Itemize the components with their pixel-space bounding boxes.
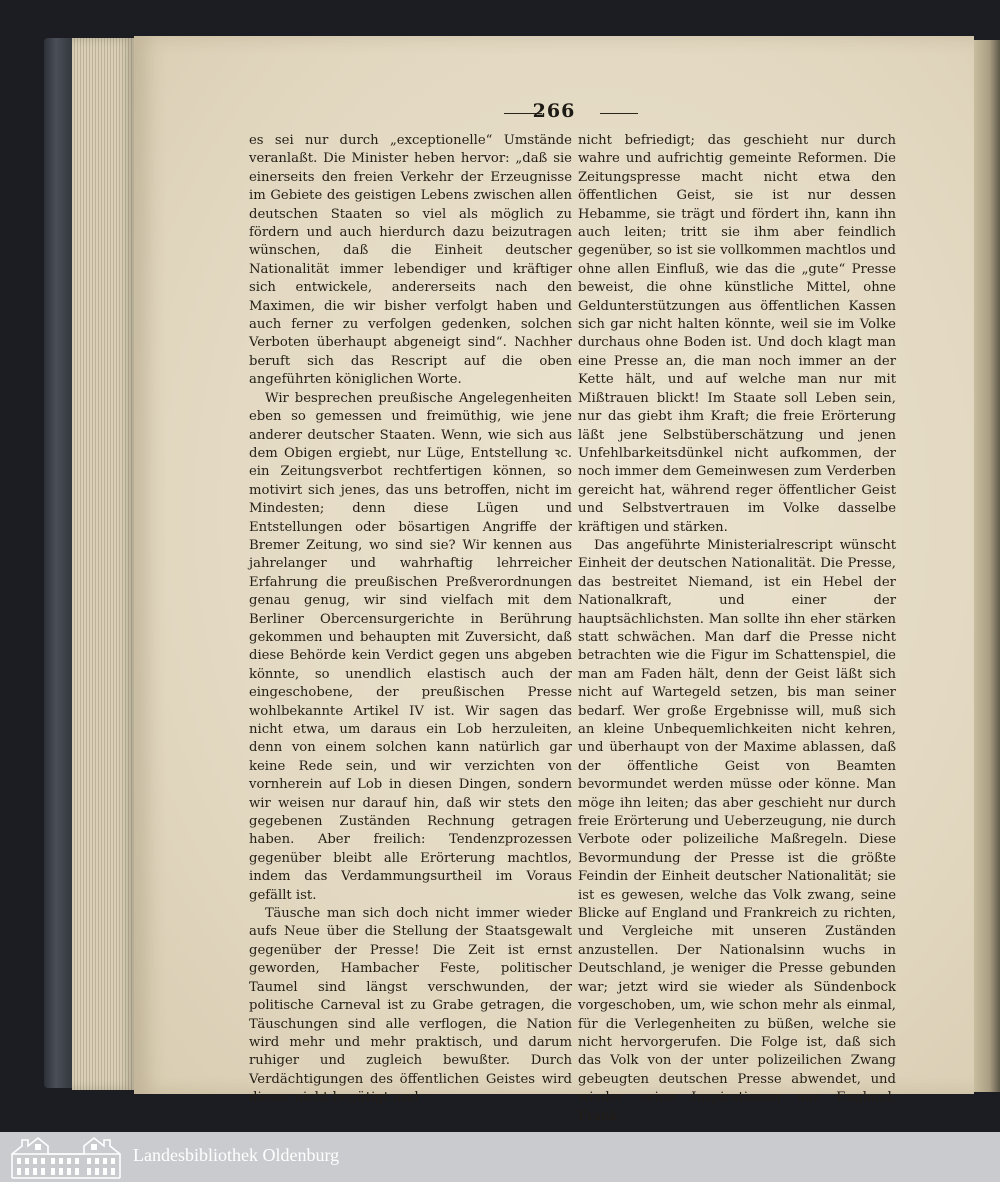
paragraph: Täusche man sich doch nicht immer wieder aufs Neue über die Stellung der Staatsgewalt gegenüber der Presse! Die Zeit ist ernst geworden, Hambacher Feste, politischer Taumel sind längst verschwunden, der politische Carneval ist zu Grabe getragen, die Täuschungen sind alle verflogen, die Nation wird mehr und mehr praktisch, und darum ruhiger und zugleich bewußter. Durch Verdächtigungen des öffentlichen Geistes wird dieser nicht begütigt und [249,906,572,1106]
footer-bar [0,1132,1000,1182]
page-number: 266 [532,100,576,122]
header-rule-right [600,113,638,114]
paragraph: nicht befriedigt; das geschieht nur durch wahre und aufrichtig gemeinte Reformen. Die Zeitungspresse macht nicht etwa den öffentlichen Geist, sie ist nur dessen Hebamme, sie trägt und fördert ihn, kann ihn auch leiten; tritt sie ihm aber feindlich gegenüber, so ist sie vollkommen machtlos und ohne allen Einfluß, wie das die „gute“ Presse beweist, die ohne künstliche Mittel, ohne Geldunterstützungen aus öffentlichen Kassen sich gar nicht halten könnte, weil sie im Volke durchaus ohne Boden ist. Und doch klagt man eine Presse an, die man noch immer an der Kette hält, und auf welche man nur mit Mißtrauen blickt! Im Staate soll Leben sein, nur das giebt ihm Kraft; die freie Erörterung läßt jene Selbstüberschätzung und jenen Unfehlbarkeitsdünkel nicht aufkommen, der noch immer dem Gemeinwesen zum Verderben gereicht hat, während reger öffentlicher Geist und Selbstvertrauen im Volke dasselbe kräftigen und stärken. [578,133,896,535]
page-right-edge [974,40,1000,1092]
book-page [134,36,974,1124]
paragraph: es sei nur durch „exceptionelle“ Umstände veranlaßt. Die Minister heben hervor: „daß sie einerseits den freien Verkehr der Erzeugnisse im Gebiete des geistigen Lebens zwischen allen deutschen Staaten so viel als möglich zu fördern und auch hierdurch dazu beizutragen wünschen, daß die Einheit deutscher Nationalität immer lebendiger und kräftiger sich entwickele, andererseits nach den Maximen, die wir bisher verfolgt haben und auch ferner zu verfolgen gedenken, solchen Verboten überhaupt abgeneigt sind“. Nachher beruft sich das Rescript auf die oben angeführten königlichen Worte. [249,133,572,388]
library-building-icon [8,1134,124,1180]
paragraph: Das angeführte Ministerialrescript wünscht Einheit der deutschen Nationalität. Die Presse, das bestreitet Niemand, ist ein Hebel der Nationalkraft, und einer der hauptsächlichsten. Man sollte ihn eher stärken statt schwächen. Man darf die Presse nicht betrachten wie die Figur im Schattenspiel, die man am Faden hält, denn der Geist läßt sich nicht auf Wartegeld setzen, bis man seiner bedarf. Wer große Ergebnisse will, muß sich an kleine Unbequemlichkeiten nicht kehren, und überhaupt von der Maxime ablassen, daß der öffentliche Geist von Beamten bevormundet werden müsse oder könne. Man möge ihn leiten; das aber geschieht nur durch freie Erörterung und Ueberzeugung, nie durch Verbote oder polizeiliche Maßregeln. Diese Bevormundung der Presse ist die größte Feindin der Einheit deutscher Nationalität; sie ist es gewesen, welche das Volk zwang, seine Blicke auf England und Frankreich zu richten, und Vergleiche mit unseren Zuständen anzustellen. Der Nationalsinn wuchs in Deutschland, je weniger die Presse gebunden war; jetzt wird sie wieder als Sündenbock vorgeschoben, um, wie schon mehr als einmal, für die Verlegenheiten zu büßen, welche sie nicht hervorgerufen. Die Folge ist, daß sich das Volk von der unter polizeilichen Zwang gebeugten deutschen Presse abwendet, und wieder seine Inspirationen aus England, Frank- [578,537,896,1124]
text-column-right [578,132,896,1126]
text-column-left [249,132,572,1108]
book-cover-edge [44,38,74,1088]
paragraph: Wir besprechen preußische Angelegenheiten eben so gemessen und freimüthig, wie jene anderer deutscher Staaten. Wenn, wie sich aus dem Obigen ergiebt, nur Lüge, Entstellung ꝛc. ein Zeitungsverbot rechtfertigen können, so motivirt sich jenes, das uns betroffen, nicht im Mindesten; denn diese Lügen und Entstellungen oder bösartigen Angriffe der Bremer Zeitung, wo sind sie? Wir kennen aus jahrelanger und wahrhaftig lehrreicher Erfahrung die preußischen Preßverordnungen genau genug, wir sind vielfach mit dem Berliner Obercensurgerichte in Berührung gekommen und behaupten mit Zuversicht, daß diese Behörde kein Verdict gegen uns abgeben könnte, so unendlich elastisch auch der eingeschobene, der preußischen Presse wohlbekannte Artikel IV ist. Wir sagen das nicht etwa, um daraus ein Lob herzuleiten, denn von einem solchen kann natürlich gar keine Rede sein, und wir verzichten von vornherein auf Lob in diesen Dingen, sondern wir weisen nur darauf hin, daß wir stets den gegebenen Zuständen Rechnung getragen haben. Aber freilich: Tendenzprozessen gegenüber bleibt alle Erörterung machtlos, indem das Verdammungsurtheil im Voraus gefällt ist. [249,390,572,903]
library-name: Landesbibliothek Oldenburg [133,1145,340,1165]
page-stack-edge [72,38,134,1090]
